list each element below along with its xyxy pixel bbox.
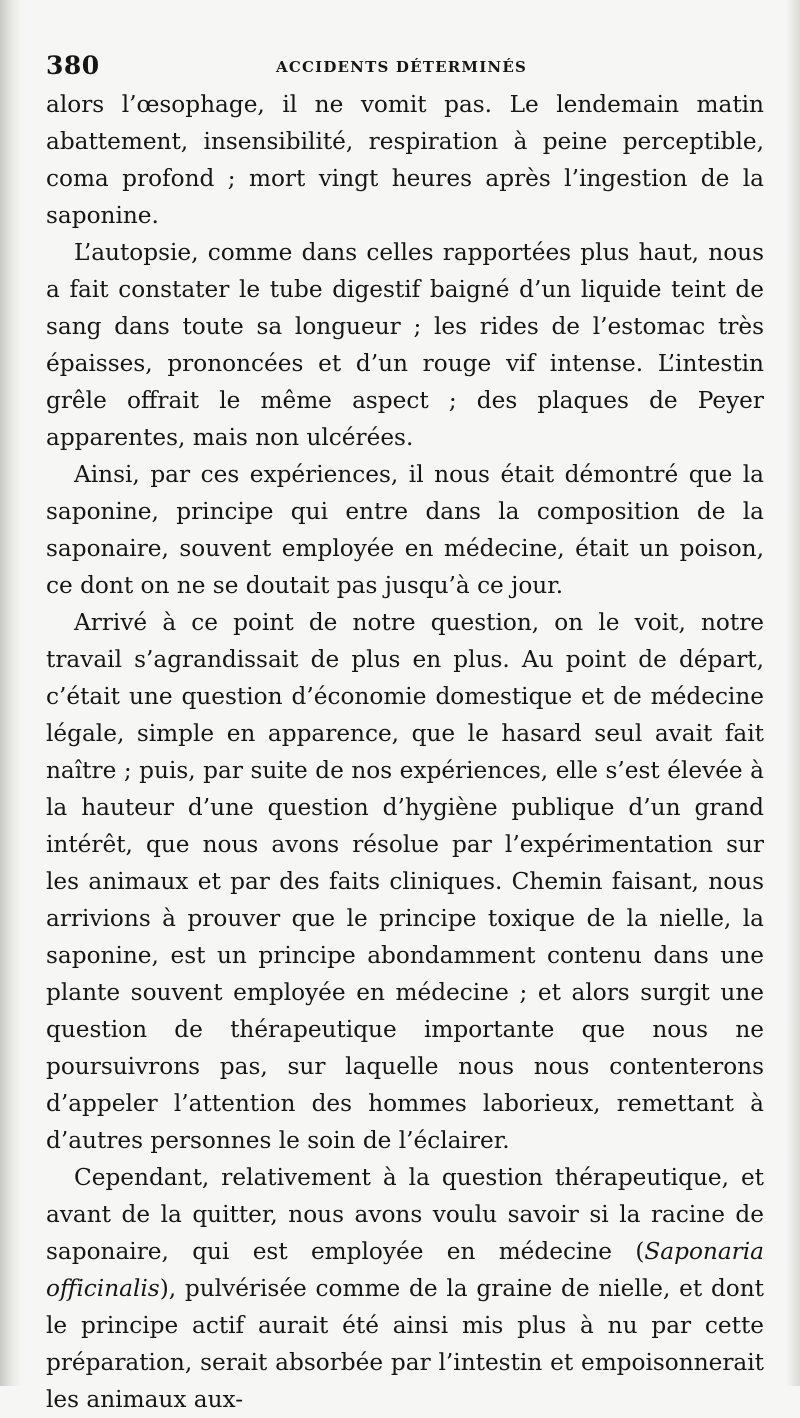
paragraph: L’autopsie, comme dans celles rapportées plus haut, nous a fait constater le tube digestif baigné d’un liquide teint de sang dans toute sa longueur ; les rides de l’estomac très épaisses, prononcées et d’un rouge vif intense. L’intestin grêle offrait le même aspect ; des plaques de Peyer apparentes, mais non ulcérées. <box>46 239 764 451</box>
paragraph-text: Cependant, relativement à la question thérapeutique, et avant de la quitter, nous avons voulu savoir si la racine de saponaire, qui est employée en médecine ( <box>46 1164 764 1265</box>
paragraph: Arrivé à ce point de notre question, on le voit, notre travail s’agrandissait de plus en plus. Au point de départ, c’était une question d’économie domestique et de médecine légale, simple en apparence, que le hasard seul avait fait naître ; puis, par suite de nos expériences, elle s’est élevée à la hauteur d’une question d’hygiène publique d’un grand intérêt, que nous avons résolue par l’expérimentation sur les animaux et par des faits cliniques. Chemin faisant, nous arrivions à prouver que le principe toxique de la nielle, la saponine, est un principe abondamment contenu dans une plante souvent employée en médecine ; et alors surgit une question de thérapeutique importante que nous ne poursuivrons pas, sur laquelle nous nous contenterons d’appeler l’attention des hommes laborieux, remettant à d’autres personnes le soin de l’éclairer. <box>46 609 764 1154</box>
paragraph <box>46 1159 764 1418</box>
italic-species-name: Saponaria officinalis <box>46 1238 764 1302</box>
paragraph: alors l’œsophage, il ne vomit pas. Le lendemain matin abattement, insensibilité, respiration à peine perceptible, coma profond ; mort vingt heures après l’ingestion de la saponine. <box>46 91 764 229</box>
paragraph-text: ), pulvérisée comme de la graine de nielle, et dont le principe actif aurait été ainsi mis plus à nu par cette préparation, serait absorbée par l’intestin et empoisonnerait les animaux aux- <box>46 1275 764 1413</box>
running-head: ACCIDENTS DÉTERMINÉS <box>276 58 527 76</box>
body-text <box>46 86 764 1418</box>
page-header <box>46 40 764 80</box>
paragraph: Ainsi, par ces expériences, il nous était démontré que la saponine, principe qui entre dans la composition de la saponaire, souvent employée en médecine, était un poison, ce dont on ne se doutait pas jusqu’à ce jour. <box>46 461 764 599</box>
page-number: 380 <box>46 51 100 80</box>
